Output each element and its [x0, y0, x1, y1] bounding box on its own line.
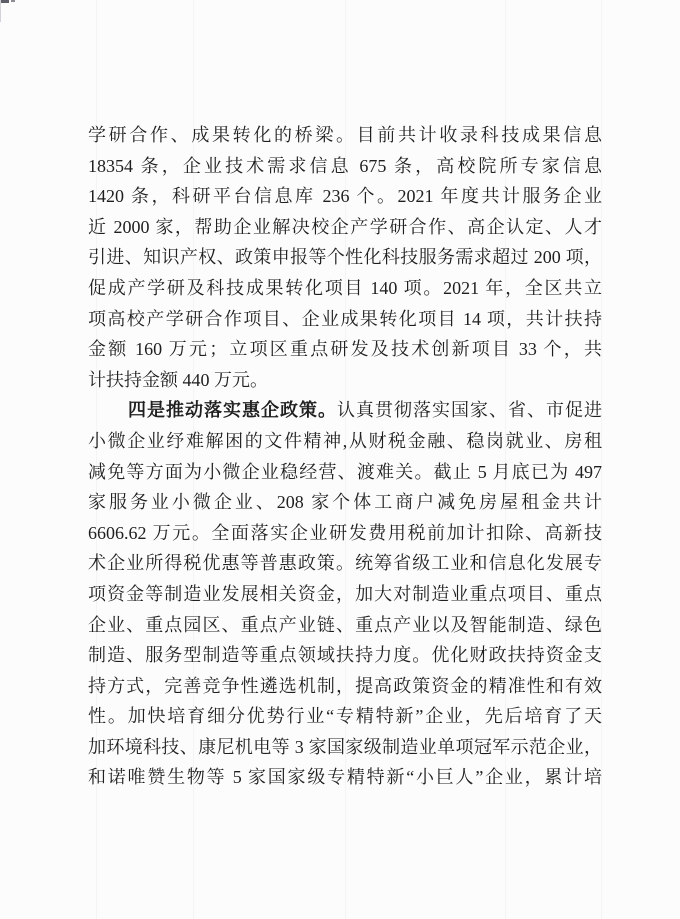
text-line [88, 365, 602, 396]
text-run: 术企业所得税优惠等普惠政策。统筹省级工业和信息化发展专 [88, 553, 602, 574]
bold-text-run: 四是推动落实惠企政策。 [128, 400, 337, 421]
text-line [88, 212, 602, 243]
text-line [88, 671, 602, 702]
scanner-dash-artifact [1, 0, 9, 3]
text-line [88, 762, 602, 793]
text-run: 和诺唯赞生物等 5 家国家级专精特新“小巨人”企业，累计培 [88, 767, 602, 788]
scanner-edge-artifact [0, 0, 1, 22]
text-line [88, 518, 602, 549]
text-line [88, 548, 602, 579]
text-line [88, 701, 602, 732]
text-run: 减免等方面为小微企业稳经营、渡难关。截止 5 月底已为 497 [88, 461, 602, 482]
text-run: 企业、重点园区、重点产业链、重点产业以及智能制造、绿色 [88, 614, 602, 635]
text-run: 小微企业纾难解困的文件精神,从财税金融、稳岗就业、房租 [88, 430, 602, 451]
text-line [88, 487, 602, 518]
text-line [88, 610, 602, 641]
text-run: 项高校产学研合作项目、企业成果转化项目 14 项，共计扶持 [88, 308, 602, 329]
text-run: 性。加快培育细分优势行业“专精特新”企业，先后培育了天 [88, 706, 602, 727]
text-line [88, 457, 602, 488]
document-text-block [88, 120, 602, 793]
text-line [88, 120, 602, 151]
text-run: 学研合作、成果转化的桥梁。目前共计收录科技成果信息 [88, 125, 602, 145]
text-run: 持方式，完善竞争性遴选机制，提高政策资金的精准性和有效 [88, 675, 602, 696]
text-line [88, 640, 602, 671]
text-run: 近 2000 家，帮助企业解决校企产学研合作、高企认定、人才 [88, 216, 602, 237]
text-run: 计扶持金额 440 万元。 [88, 369, 268, 390]
text-line [88, 242, 602, 273]
text-line [88, 151, 602, 182]
text-run: 引进、知识产权、政策申报等个性化科技服务需求超过 200 项， [88, 247, 602, 268]
text-run: 18354 条，企业技术需求信息 675 条，高校院所专家信息 [88, 155, 602, 176]
text-run: 1420 条，科研平台信息库 236 个。2021 年度共计服务企业 [88, 186, 602, 207]
text-run: 加环境科技、康尼机电等 3 家国家级制造业单项冠军示范企业， [88, 736, 602, 757]
text-line [88, 304, 602, 335]
text-run: 金额 160 万元；立项区重点研发及技术创新项目 33 个，共 [88, 339, 602, 360]
text-run: 认真贯彻落实国家、省、市促进 [337, 400, 602, 421]
text-line [88, 273, 602, 304]
text-line [88, 334, 602, 365]
text-line [88, 395, 602, 426]
text-run: 促成产学研及科技成果转化项目 140 项。2021 年，全区共立 [88, 277, 602, 298]
text-line [88, 181, 602, 212]
text-line [88, 579, 602, 610]
text-line [88, 426, 602, 457]
text-run: 制造、服务型制造等重点领域扶持力度。优化财政扶持资金支 [88, 645, 602, 666]
text-line [88, 732, 602, 763]
text-run: 家服务业小微企业、208 家个体工商户减免房屋租金共计 [88, 492, 602, 513]
text-run: 6606.62 万元。全面落实企业研发费用税前加计扣除、高新技 [88, 522, 602, 543]
text-run: 项资金等制造业发展相关资金，加大对制造业重点项目、重点 [88, 583, 602, 604]
scanner-dash-artifact [11, 0, 15, 2]
